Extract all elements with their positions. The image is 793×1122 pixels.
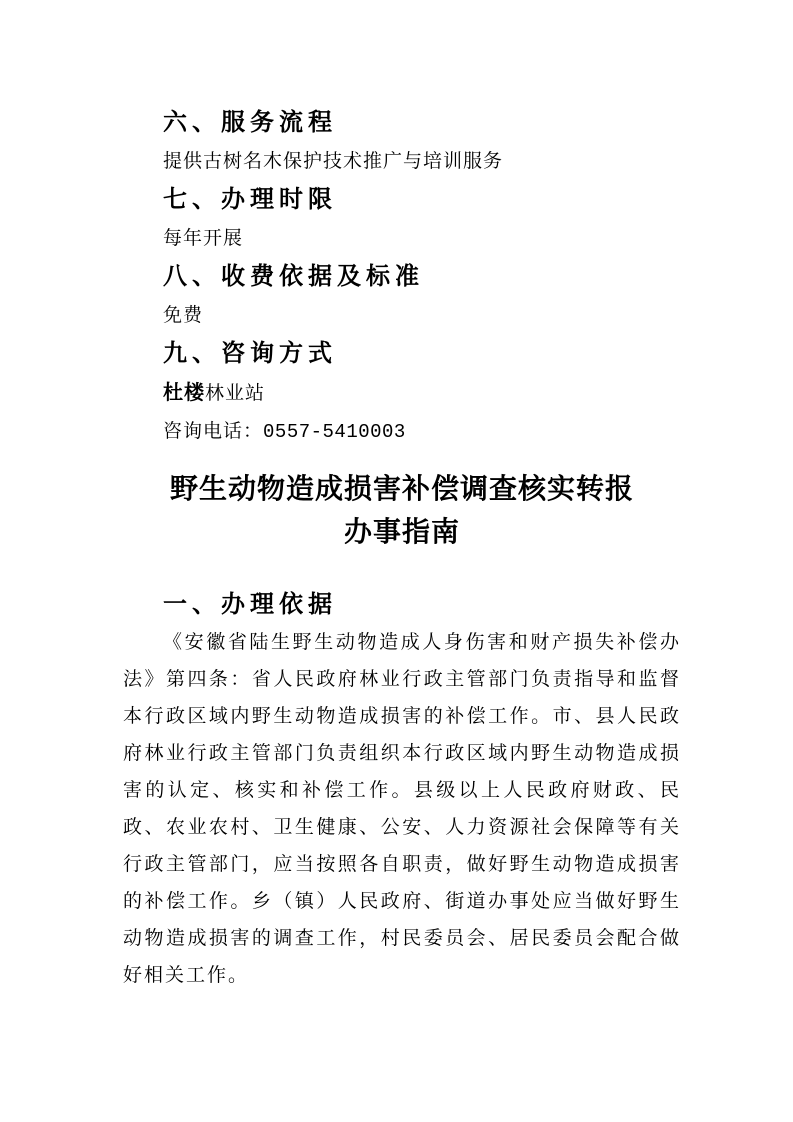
document-title-line2: 办事指南 (343, 516, 460, 548)
heading-service-process: 六、服务流程 (163, 109, 337, 136)
document-title-line1: 野生动物造成损害补偿调查核实转报 (169, 473, 634, 505)
text-fee-basis: 免费 (163, 304, 204, 326)
phone-number: 0557-5410003 (263, 421, 406, 443)
document-title (123, 468, 681, 554)
heading-basis: 一、办理依据 (163, 590, 337, 618)
office-name-bold: 杜楼 (163, 381, 205, 404)
heading-fee-basis: 八、收费依据及标准 (163, 263, 424, 290)
text-service-process: 提供古树名木保护技术推广与培训服务 (163, 150, 504, 172)
paragraph-basis: 《安徽省陆生野生动物造成人身伤害和财产损失补偿办法》第四条：省人民政府林业行政主管部门负责指导和监督本行政区域内野生动物造成损害的补偿工作。市、县人民政府林业行政主管部门负责组织本行政区域内野生动物造成损害的认定、核实和补偿工作。县级以上人民政府财政、民政、农业农村、卫生健康、公安、人力资源社会保障等有关行政主管部门，应当按照各自职责，做好野生动物造成损害的补偿工作。乡（镇）人民政府、街道办事处应当做好野生动物造成损害的调查工作，村民委员会、居民委员会配合做好相关工作。 (123, 632, 681, 986)
heading-contact-method: 九、咨询方式 (163, 340, 337, 367)
phone-label: 咨询电话： (163, 421, 264, 442)
office-name-rest: 林业站 (205, 382, 266, 404)
text-contact-office (123, 374, 681, 414)
text-processing-time: 每年开展 (163, 227, 244, 249)
text-contact-phone (123, 413, 681, 452)
heading-processing-time: 七、办理时限 (163, 186, 337, 213)
